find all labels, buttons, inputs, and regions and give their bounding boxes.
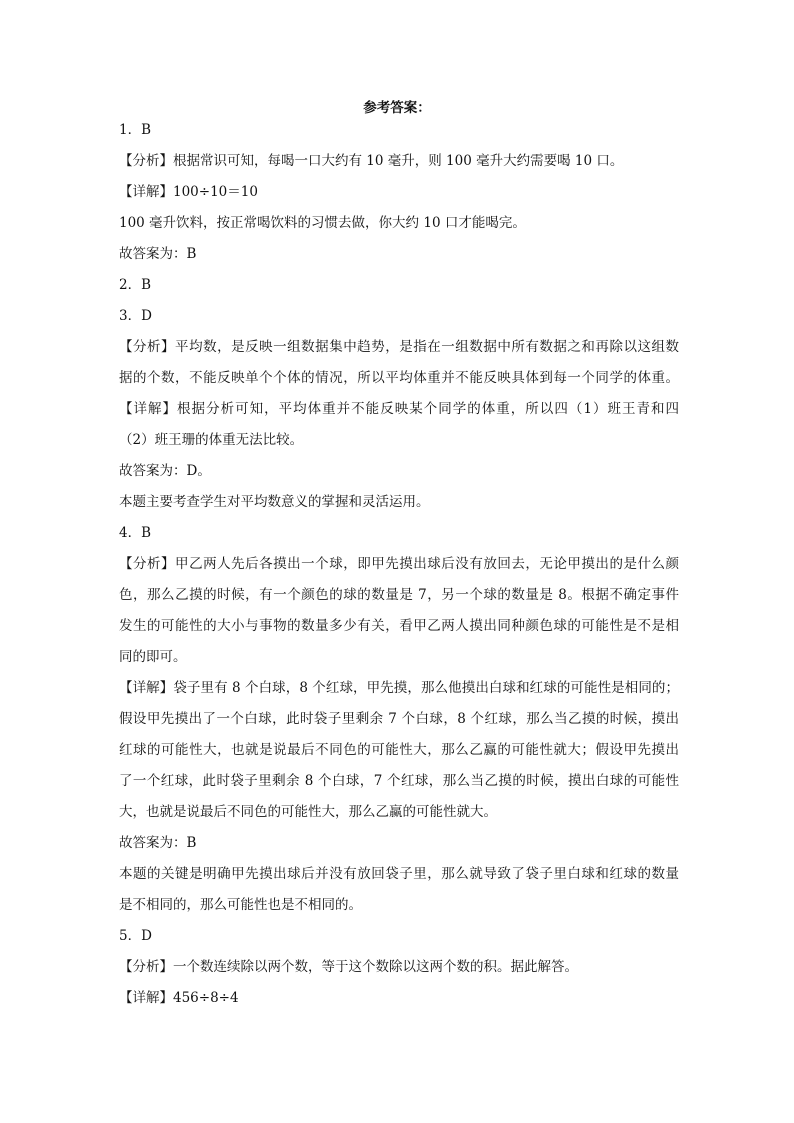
text-line: 【详解】100÷10＝10 — [119, 184, 258, 200]
text-line: 【详解】456÷8÷4 — [119, 990, 239, 1006]
text-line: 本题的关键是明确甲先摸出球后并没有放回袋子里，那么就导致了袋子里白球和红球的数量 — [119, 866, 679, 882]
text-line: 假设甲先摸出了一个白球，此时袋子里剩余 7 个白球，8 个红球，那么当乙摸的时候，摸出 — [119, 711, 679, 727]
text-line: 【详解】根据分析可知，平均体重并不能反映某个同学的体重，所以四（1）班王青和四 — [119, 401, 679, 417]
text-line: 100 毫升饮料，按正常喝饮料的习惯去做，你大约 10 口才能喝完。 — [119, 215, 526, 231]
answer-content — [119, 120, 679, 1019]
text-line: 4．B — [119, 525, 152, 541]
text-line: 红球的可能性大，也就是说最后不同色的可能性大，那么乙赢的可能性就大；假设甲先摸出 — [119, 742, 679, 758]
text-line: 【分析】平均数，是反映一组数据集中趋势，是指在一组数据中所有数据之和再除以这组数 — [119, 339, 679, 355]
text-line: 故答案为：B — [119, 835, 197, 851]
text-line: 【分析】根据常识可知，每喝一口大约有 10 毫升，则 100 毫升大约需要喝 10 口。 — [119, 153, 624, 169]
text-line: 本题主要考查学生对平均数意义的掌握和灵活运用。 — [119, 494, 430, 510]
text-line: 【详解】袋子里有 8 个白球，8 个红球，甲先摸，那么他摸出白球和红球的可能性是相同的； — [119, 680, 679, 696]
text-line: 3．D — [119, 308, 152, 324]
text-line: 故答案为：B — [119, 246, 197, 262]
answer-key-title: 参考答案： — [363, 100, 431, 116]
text-line: 据的个数，不能反映单个个体的情况，所以平均体重并不能反映具体到每一个同学的体重。 — [119, 370, 679, 386]
text-line: 5．D — [119, 928, 152, 944]
text-line: 1．B — [119, 122, 152, 138]
text-line: 色，那么乙摸的时候，有一个颜色的球的数量是 7，另一个球的数量是 8。根据不确定事件 — [119, 587, 679, 603]
text-line: 同的即可。 — [119, 649, 187, 665]
text-line: 是不相同的，那么可能性也是不相同的。 — [119, 897, 362, 913]
text-line: 2．B — [119, 277, 152, 293]
text-line: 大，也就是说最后不同色的可能性大，那么乙赢的可能性就大。 — [119, 804, 497, 820]
text-line: 【分析】甲乙两人先后各摸出一个球，即甲先摸出球后没有放回去，无论甲摸出的是什么颜 — [119, 556, 679, 572]
text-line: 【分析】一个数连续除以两个数，等于这个数除以这两个数的积。据此解答。 — [119, 959, 578, 975]
text-line: 故答案为：D。 — [119, 463, 211, 479]
text-line: （2）班王珊的体重无法比较。 — [119, 432, 304, 448]
text-line: 发生的可能性的大小与事物的数量多少有关，看甲乙两人摸出同种颜色球的可能性是不是相 — [119, 618, 679, 634]
text-line: 了一个红球，此时袋子里剩余 8 个白球，7 个红球，那么当乙摸的时候，摸出白球的可能性 — [119, 773, 679, 789]
